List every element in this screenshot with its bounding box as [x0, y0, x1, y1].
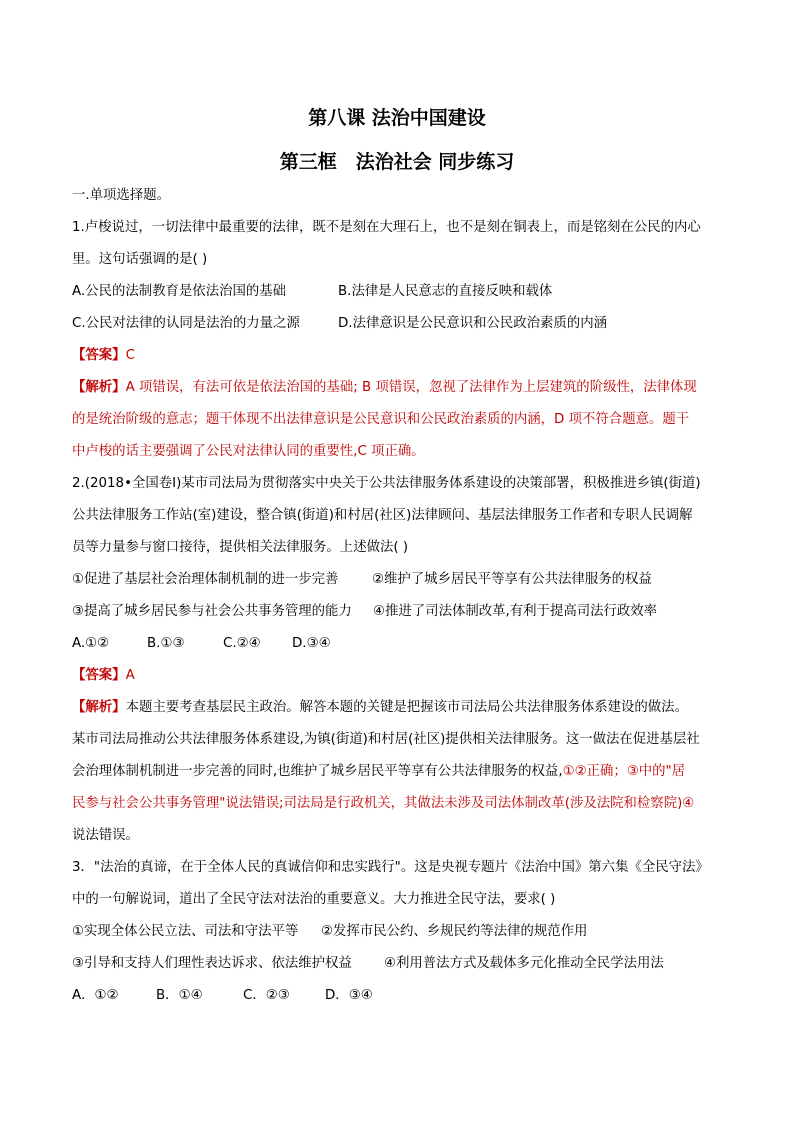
q2-answer	[72, 666, 135, 686]
analysis-text: A 项错误，有法可依是依法治国的基础; B 项错误，忽视了法律作为上层建筑的阶级性，法律体现	[125, 380, 697, 395]
q1-analysis-line-2: 的是统治阶级的意志；题干体现不出法律意识是公民意识和公民政治素质的内涵，D 项不符合题意。题干	[72, 412, 690, 427]
answer-value: A	[125, 668, 135, 683]
analysis-text: 会治理体制机制进一步完善的同时,也维护了城乡居民平等享有公共法律服务的权益,	[72, 764, 563, 779]
q2-option-d: D.③④	[292, 636, 331, 651]
q1-option-a: A.公民的法制教育是依法治国的基础	[72, 284, 287, 299]
q3-option-a: A．①②	[72, 988, 119, 1003]
q2-stem-line-3: 员等力量参与窗口接待，提供相关法律服务。上述做法( )	[72, 540, 409, 555]
q1-option-b: B.法律是人民意志的直接反映和载体	[338, 284, 553, 299]
q2-item-1: ①促进了基层社会治理体制机制的进一步完善	[72, 572, 339, 587]
q3-option-c: C．②③	[243, 988, 290, 1003]
q2-option-b: B.①③	[147, 636, 185, 651]
q2-item-4: ④推进了司法体制改革,有利于提高司法行政效率	[373, 604, 658, 619]
section-heading: 一.单项选择题。	[72, 188, 170, 203]
analysis-text: 本题主要考查基层民主政治。解答本题的关键是把握该市司法局公共法律服务体系建设的做法。	[125, 700, 688, 715]
q2-option-a: A.①②	[72, 636, 110, 651]
q2-option-c: C.②④	[223, 636, 261, 651]
q3-item-3: ③引导和支持人们理性表达诉求、依法维护权益	[72, 956, 352, 971]
q2-analysis-line-4: 民参与社会公共事务管理"说法错误;司法局是行政机关，其做法未涉及司法体制改革(涉及法院和检察院)④	[72, 796, 695, 811]
q1-option-c: C.公民对法律的认同是法治的力量之源	[72, 316, 300, 331]
q3-option-d: D．③④	[325, 988, 373, 1003]
answer-tag: 【答案】	[72, 348, 126, 363]
q2-analysis-line-3	[72, 762, 685, 782]
q2-analysis-line-1	[72, 698, 688, 718]
analysis-tag: 【解析】	[72, 700, 126, 715]
q1-answer	[72, 346, 135, 366]
q3-item-2: ②发挥市民公约、乡规民约等法律的规范作用	[321, 924, 588, 939]
analysis-highlight: ①②正确；③中的"居	[562, 764, 686, 779]
answer-tag: 【答案】	[72, 668, 126, 683]
analysis-tag: 【解析】	[72, 380, 126, 395]
q2-stem-line-1: 2.(2018•全国卷Ⅰ)某市司法局为贯彻落实中央关于公共法律服务体系建设的决策部署，积极推进乡镇(街道)	[72, 476, 701, 491]
page-title: 第八课 法治中国建设	[308, 107, 486, 129]
q1-stem-line-2: 里。这句话强调的是( )	[72, 252, 208, 267]
q2-analysis-line-5: 说法错误。	[72, 828, 139, 843]
q1-option-d: D.法律意识是公民意识和公民政治素质的内涵	[338, 316, 607, 331]
q1-stem-line-1: 1.卢梭说过，一切法律中最重要的法律，既不是刻在大理石上，也不是刻在铜表上，而是铭刻在公民的内心	[72, 220, 701, 235]
q2-analysis-line-2: 某市司法局推动公共法律服务体系建设,为镇(街道)和村居(社区)提供相关法律服务。这一做法在促进基层社	[72, 732, 700, 747]
q2-item-2: ②维护了城乡居民平等享有公共法律服务的权益	[372, 572, 652, 587]
q2-stem-line-2: 公共法律服务工作站(室)建设，整合镇(街道)和村居(社区)法律顾问、基层法律服务工作者和专职人民调解	[72, 508, 693, 523]
q1-analysis-line-3: 中卢梭的话主要强调了公民对法律认同的重要性,C 项正确。	[72, 444, 425, 459]
answer-value: C	[125, 348, 135, 363]
q3-item-1: ①实现全体公民立法、司法和守法平等	[72, 924, 299, 939]
q3-item-4: ④利用普法方式及载体多元化推动全民学法用法	[384, 956, 664, 971]
q3-stem-line-1: 3．"法治的真谛，在于全体人民的真诚信仰和忠实践行"。这是央视专题片《法治中国》第六集《全民守法》	[72, 860, 709, 875]
q1-analysis-line-1	[72, 378, 697, 398]
q3-option-b: B．①④	[156, 988, 203, 1003]
q3-stem-line-2: 中的一句解说词，道出了全民守法对法治的重要意义。大力推进全民守法，要求( )	[72, 892, 556, 907]
q2-item-3: ③提高了城乡居民参与社会公共事务管理的能力	[72, 604, 352, 619]
page-subtitle: 第三框 法治社会 同步练习	[279, 151, 515, 173]
